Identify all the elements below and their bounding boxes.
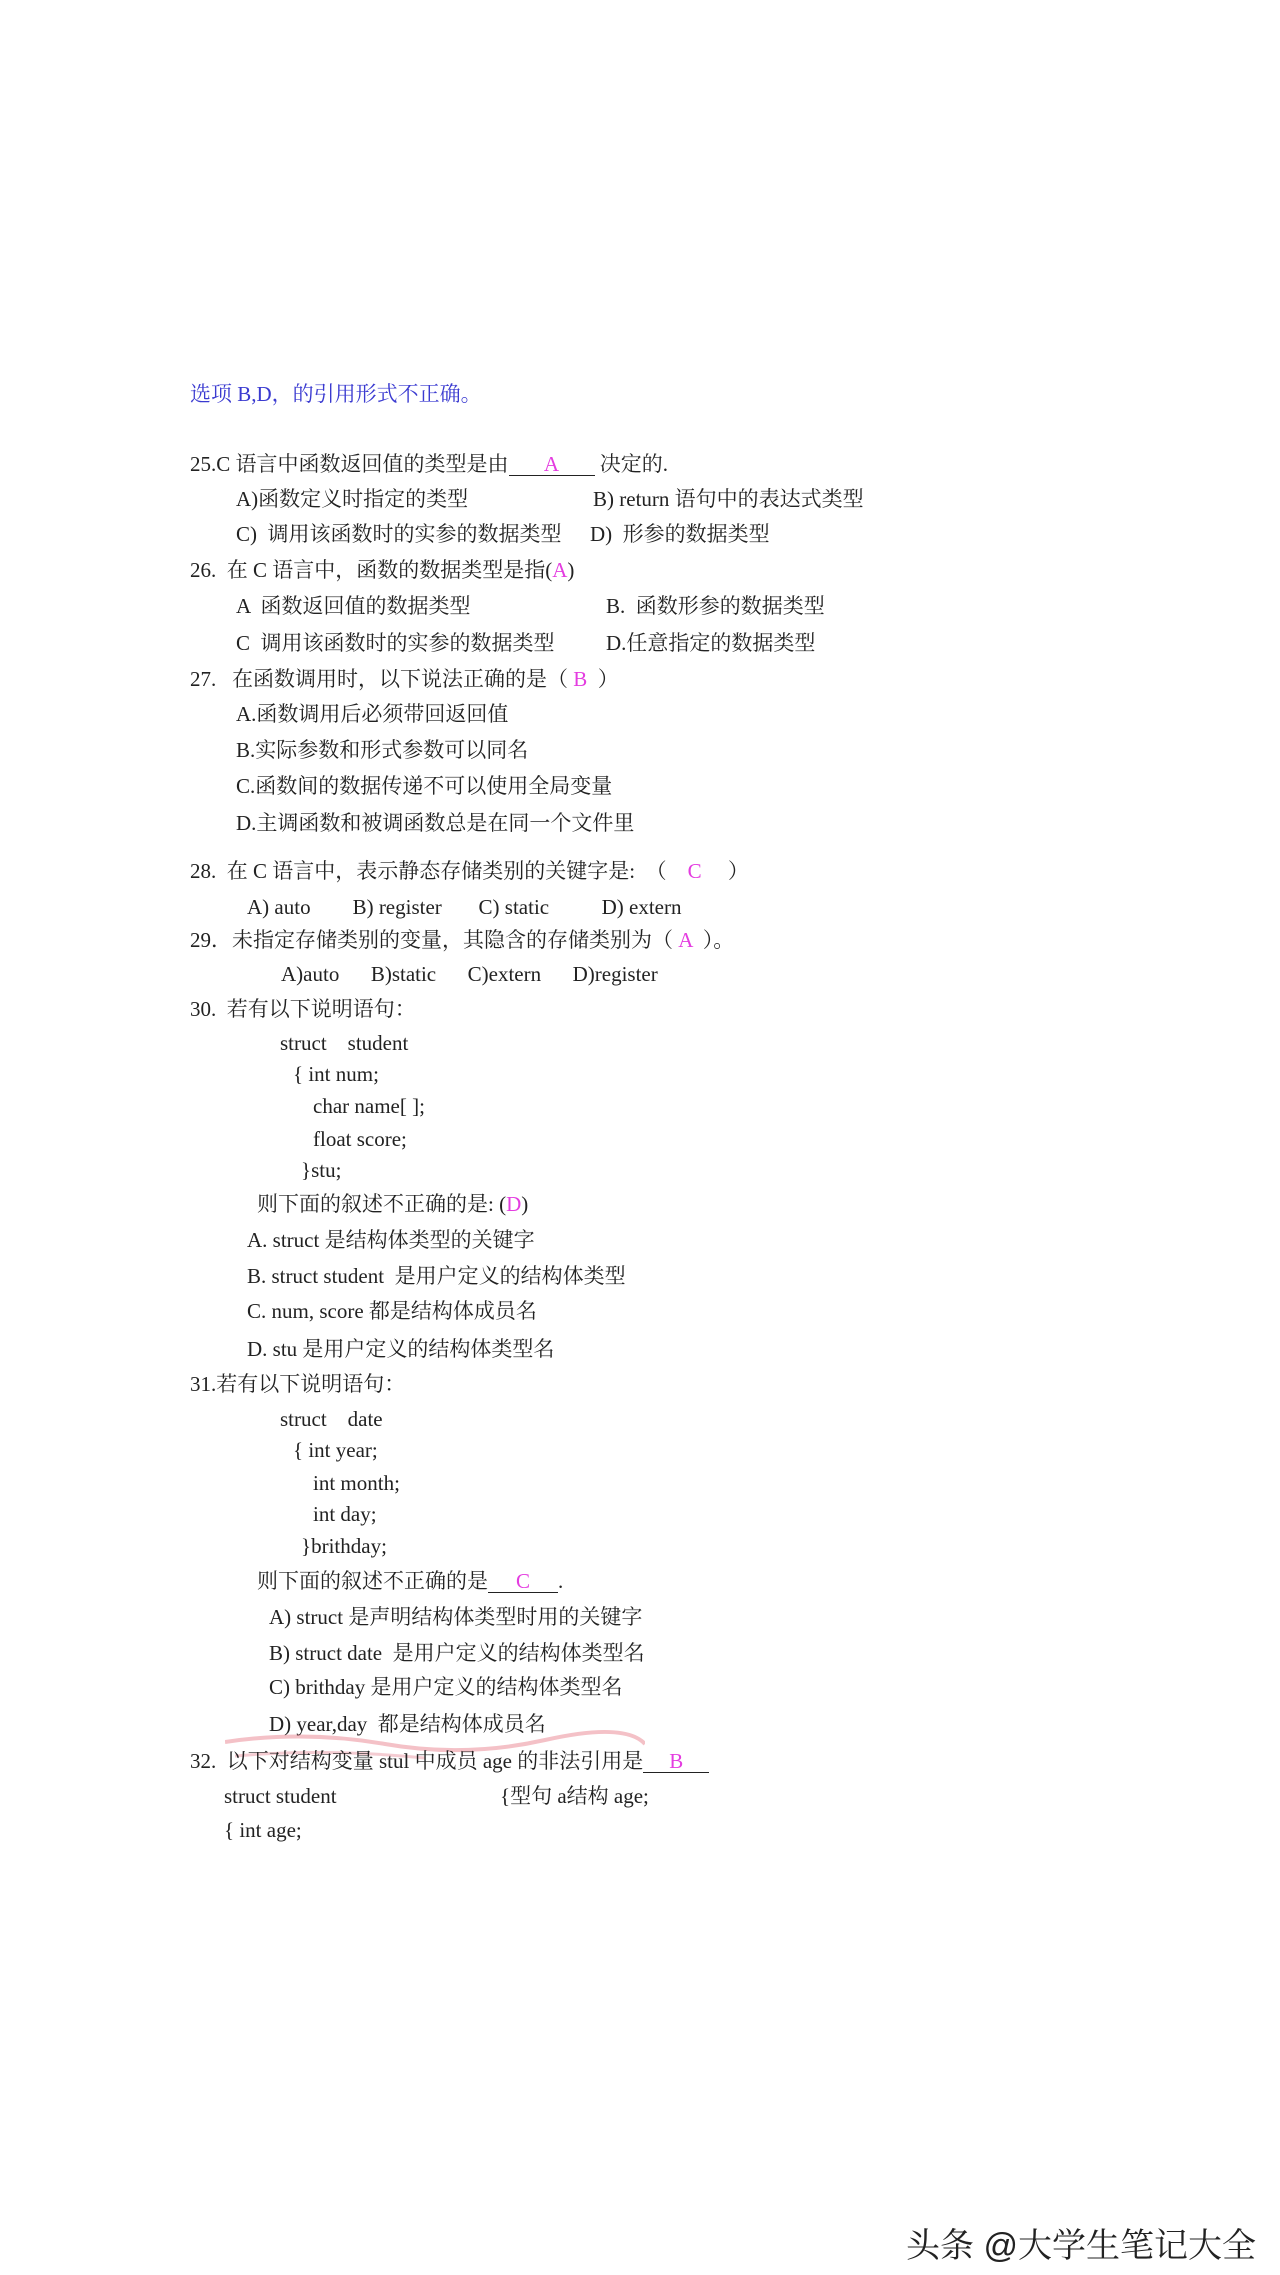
- option-d: D.任意指定的数据类型: [606, 631, 816, 655]
- code-line: struct date: [280, 1407, 383, 1431]
- question-31: 31.若有以下说明语句：: [190, 1372, 406, 1396]
- question-stem: 29．未指定存储类别的变量，其隐含的存储类别为（: [190, 928, 679, 952]
- code-line: }stu;: [301, 1158, 342, 1182]
- question-30: 30. 若有以下说明语句：: [190, 997, 416, 1021]
- answer: A: [678, 928, 693, 952]
- code-line: struct student: [280, 1031, 409, 1055]
- sub-question: [257, 1191, 528, 1217]
- question-27: [190, 666, 619, 692]
- sub-question: [257, 1568, 563, 1594]
- answer: D: [506, 1192, 522, 1216]
- option-a: A. struct 是结构体类型的关键字: [247, 1228, 535, 1252]
- option-c: C 调用该函数时的实参的数据类型: [236, 631, 555, 655]
- answer: C: [687, 859, 702, 883]
- option-c: C) 调用该函数时的实参的数据类型: [236, 522, 562, 546]
- code-line: struct student: [224, 1784, 337, 1808]
- answer-blank: B: [643, 1750, 709, 1773]
- intro-note: 选项 B,D，的引用形式不正确。: [190, 382, 482, 406]
- answer-blank: A: [509, 453, 595, 476]
- options-row: A)auto B)static C)extern D)register: [281, 962, 658, 986]
- question-stem: 28. 在 C 语言中，表示静态存储类别的关键字是: （: [190, 859, 688, 883]
- answer: A: [552, 558, 568, 582]
- watermark: 头条 @大学生笔记大全: [906, 2227, 1256, 2265]
- paren: ): [521, 1192, 529, 1216]
- option-d: D.主调函数和被调函数总是在同一个文件里: [236, 811, 635, 835]
- option-a: A)函数定义时指定的类型: [236, 487, 469, 511]
- code-line: { int age;: [224, 1818, 302, 1842]
- option-c: C) brithday 是用户定义的结构体类型名: [269, 1675, 623, 1699]
- option-b: B) return 语句中的表达式类型: [593, 487, 864, 511]
- option-a: A) struct 是声明结构体类型时用的关键字: [269, 1605, 643, 1629]
- question-text: 则下面的叙述不正确的是: [257, 1569, 488, 1593]
- paren: ）。: [692, 928, 735, 952]
- question-stem: 25.C 语言中函数返回值的类型是由: [190, 452, 509, 476]
- paren: ）: [701, 859, 749, 883]
- question-26: [190, 557, 574, 583]
- question-32: [190, 1748, 709, 1774]
- code-line: int day;: [313, 1502, 377, 1526]
- question-28: [190, 858, 749, 884]
- option-d: D. stu 是用户定义的结构体类型名: [247, 1337, 555, 1361]
- code-line: { int num;: [293, 1062, 379, 1086]
- option-c: C.函数间的数据传递不可以使用全局变量: [236, 774, 613, 798]
- question-stem: 26. 在 C 语言中，函数的数据类型是指(: [190, 558, 553, 582]
- paren: ）: [587, 667, 619, 691]
- question-text: 则下面的叙述不正确的是: (: [257, 1192, 507, 1216]
- period: .: [558, 1569, 564, 1593]
- question-stem-end: 决定的.: [594, 452, 669, 476]
- answer: B: [573, 667, 588, 691]
- option-d: D) year,day 都是结构体成员名: [269, 1712, 546, 1736]
- code-line: { int year;: [293, 1438, 378, 1462]
- answer-blank: C: [488, 1570, 558, 1593]
- option-a: A.函数调用后必须带回返回值: [236, 702, 509, 726]
- option-c: C. num, score 都是结构体成员名: [247, 1299, 537, 1323]
- option-b: B. struct student 是用户定义的结构体类型: [247, 1264, 626, 1288]
- option-b: B) struct date 是用户定义的结构体类型名: [269, 1641, 645, 1665]
- code-line: float score;: [313, 1127, 407, 1151]
- code-line: int month;: [313, 1471, 400, 1495]
- question-stem: 32. 以下对结构变量 stul 中成员 age 的非法引用是: [190, 1749, 644, 1773]
- question-29: [190, 927, 734, 953]
- question-stem: 27. 在函数调用时，以下说法正确的是（: [190, 667, 574, 691]
- option-d: D) 形参的数据类型: [590, 522, 770, 546]
- garbled-fragment: {型句 a结构 age;: [500, 1784, 649, 1808]
- code-line: }brithday;: [301, 1534, 387, 1558]
- question-25: [190, 451, 668, 477]
- option-b: B. 函数形参的数据类型: [606, 594, 825, 618]
- paren: ): [567, 558, 575, 582]
- option-b: B.实际参数和形式参数可以同名: [236, 738, 529, 762]
- option-a: A 函数返回值的数据类型: [236, 594, 471, 618]
- code-line: char name[ ];: [313, 1094, 425, 1118]
- options-row: A) auto B) register C) static D) extern: [247, 895, 682, 919]
